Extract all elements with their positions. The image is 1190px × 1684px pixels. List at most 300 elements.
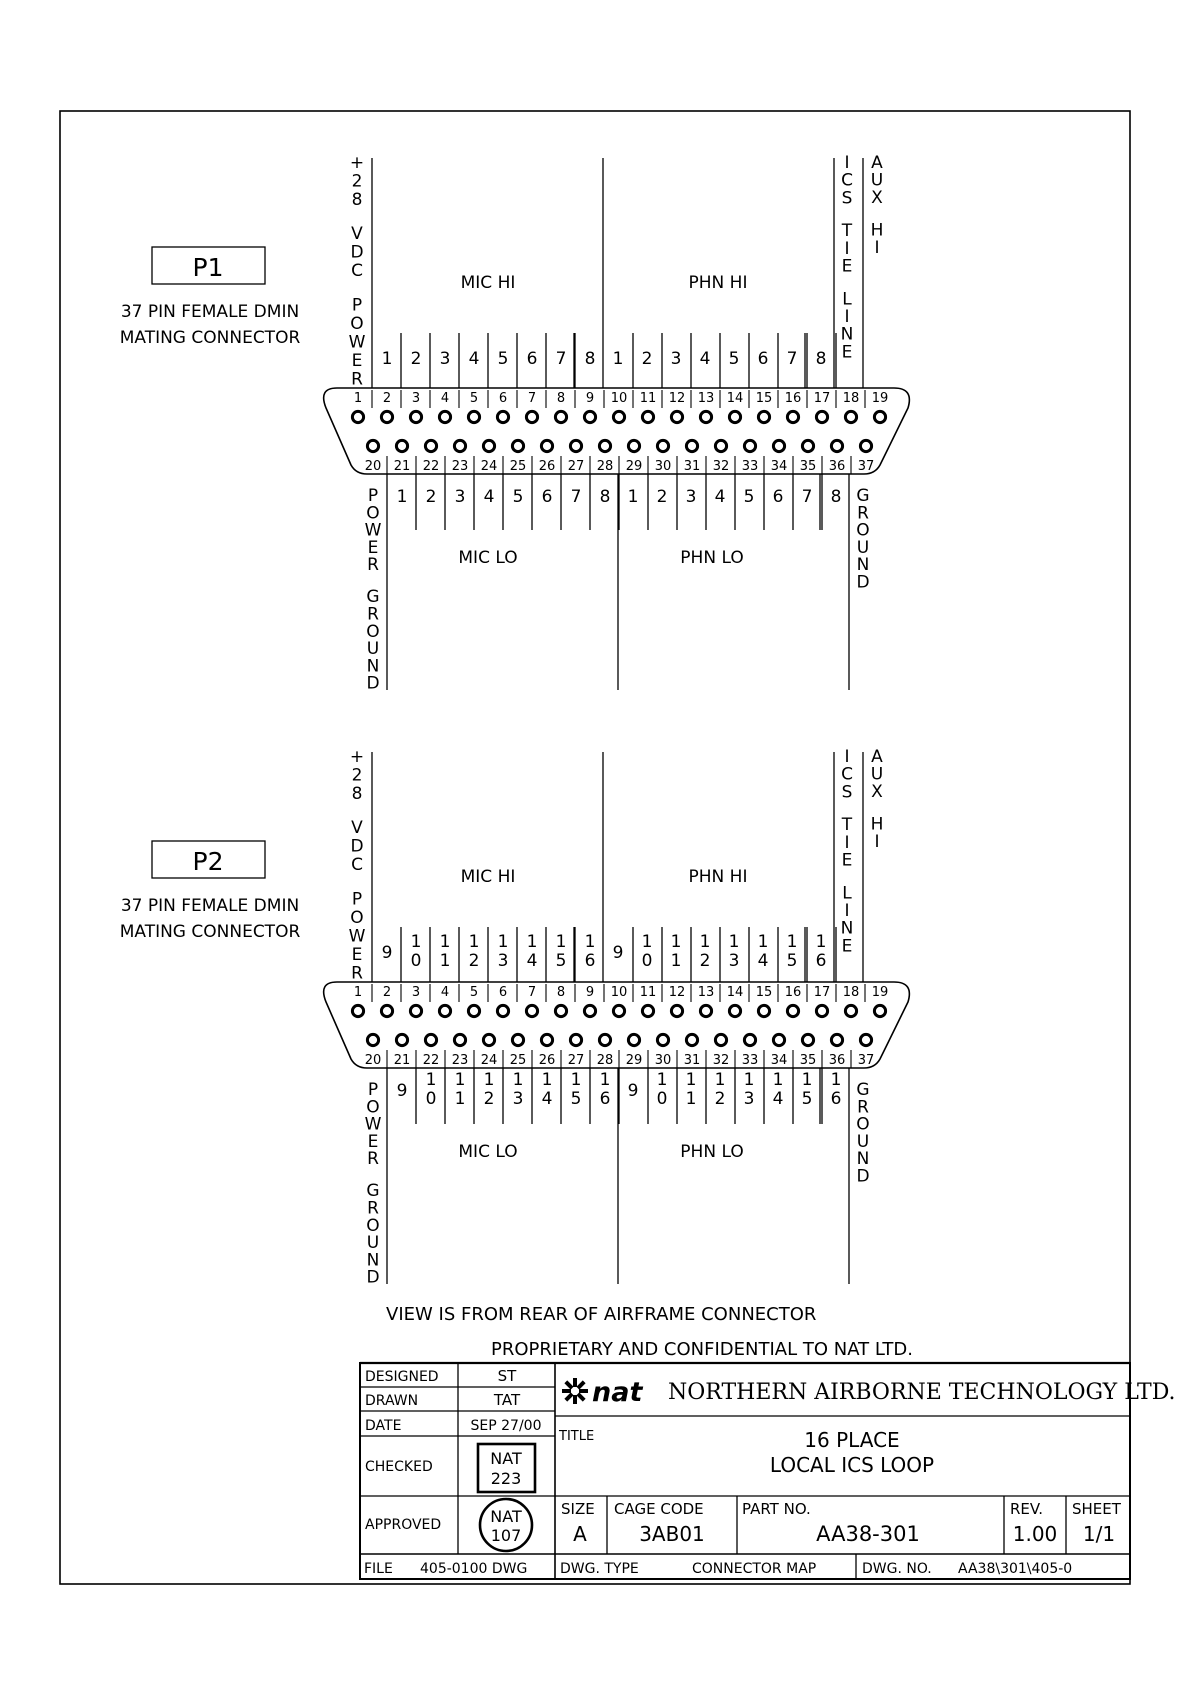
drawn-value: TAT <box>493 1391 521 1409</box>
pin-hole <box>715 440 726 451</box>
phn-lo-channel-3-digit: 3 <box>685 487 697 507</box>
pin-number: 24 <box>480 1053 498 1068</box>
mic-hi-label: MIC HI <box>460 273 516 293</box>
pin-hole <box>671 411 682 422</box>
mic-lo-channel-6-digit: 6 <box>541 487 553 507</box>
pin-number: 35 <box>799 459 817 474</box>
mic-lo-channel-2-digit: 2 <box>425 487 437 507</box>
pin-hole <box>483 440 494 451</box>
pin-hole <box>816 411 827 422</box>
phn-hi-channel-16 <box>816 932 827 971</box>
pin-number: 37 <box>857 1053 875 1068</box>
aux-hi-label-char: H <box>870 220 884 241</box>
size-value: A <box>573 1522 587 1546</box>
mic-lo-channel-16-digit: 6 <box>599 1089 611 1109</box>
title-block <box>360 1363 1176 1579</box>
mic-hi-channel-11-digit: 1 <box>439 932 451 952</box>
pin-hole <box>439 1005 450 1016</box>
pin-hole <box>642 411 653 422</box>
pin-hole <box>599 1034 610 1045</box>
ics-tie-line-label-char: L <box>842 883 852 904</box>
mic-hi-channel-9-digit: 9 <box>381 943 393 963</box>
dwg-type-label: DWG. TYPE <box>560 1561 639 1577</box>
mic-lo-channel-15 <box>571 1070 582 1109</box>
file-label: FILE <box>364 1561 393 1577</box>
ics-tie-line-label-char: E <box>841 342 853 363</box>
checked-stamp-line1: NAT <box>490 1449 522 1468</box>
pin-hole <box>352 411 363 422</box>
phn-hi-channel-7 <box>787 349 798 369</box>
ics-tie-line-label-char: T <box>841 221 853 242</box>
nat-logo-text: nat <box>592 1377 643 1408</box>
aux-hi-label-char: U <box>870 170 884 191</box>
mic-lo-channel-15-digit: 1 <box>570 1070 582 1090</box>
pin-hole <box>555 1005 566 1016</box>
mic-hi-label: MIC HI <box>460 867 516 887</box>
sheet-value: 1/1 <box>1082 1522 1116 1546</box>
vdc-power-label-char: P <box>351 295 363 316</box>
phn-hi-channel-11-digit: 1 <box>670 932 682 952</box>
mic-hi-channel-6 <box>527 349 538 369</box>
pin-hole <box>454 1034 465 1045</box>
pin-hole <box>700 1005 711 1016</box>
pin-number: 11 <box>639 391 657 406</box>
power-ground-label-char: D <box>366 1267 380 1288</box>
pin-number: 5 <box>469 391 479 406</box>
approved-stamp-line2: 107 <box>490 1526 522 1545</box>
phn-lo-channel-6 <box>773 487 784 507</box>
phn-lo-channel-14-digit: 1 <box>772 1070 784 1090</box>
phn-lo-channel-11 <box>686 1070 697 1109</box>
pin-hole <box>802 440 813 451</box>
phn-lo-channel-11-digit: 1 <box>685 1070 697 1090</box>
pin-hole <box>773 1034 784 1045</box>
pin-number: 26 <box>538 459 556 474</box>
phn-lo-channel-1 <box>628 487 639 507</box>
mic-lo-channel-8-digit: 8 <box>599 487 611 507</box>
phn-lo-channel-10-digit: 1 <box>656 1070 668 1090</box>
pin-hole <box>744 440 755 451</box>
pin-number: 26 <box>538 1053 556 1068</box>
ground-label-char: O <box>856 520 870 541</box>
phn-lo-channel-14 <box>773 1070 784 1109</box>
pin-hole <box>352 1005 363 1016</box>
pin-hole <box>671 1005 682 1016</box>
pin-hole <box>439 411 450 422</box>
mic-lo-label: MIC LO <box>458 1142 518 1162</box>
mic-lo-channel-9 <box>397 1081 408 1101</box>
mic-hi-channel-5 <box>498 349 509 369</box>
pin-number: 14 <box>726 985 744 1000</box>
mic-hi-channel-14-digit: 4 <box>526 951 538 971</box>
pin-hole <box>802 1034 813 1045</box>
mic-lo-channel-16 <box>600 1070 611 1109</box>
aux-hi-label-char: X <box>871 782 883 802</box>
vdc-power-label-char: O <box>350 907 364 928</box>
connector-p1 <box>120 153 910 694</box>
pin-number: 33 <box>741 459 759 474</box>
power-ground-label-char: W <box>364 520 382 541</box>
vdc-power-label-char: 2 <box>351 765 363 786</box>
aux-hi-label <box>871 153 884 258</box>
pin-number: 7 <box>527 985 537 1000</box>
phn-hi-channel-9-digit: 9 <box>612 943 624 963</box>
pin-hole <box>468 1005 479 1016</box>
pin-number: 20 <box>364 459 382 474</box>
vdc-power-label-char: C <box>351 855 363 876</box>
pin-number: 32 <box>712 459 730 474</box>
pin-number: 27 <box>567 1053 585 1068</box>
pin-number: 8 <box>556 985 566 1000</box>
pin-hole <box>686 440 697 451</box>
phn-hi-channel-11 <box>671 932 682 971</box>
connector-desc-line1: 37 PIN FEMALE DMIN <box>120 302 300 322</box>
phn-hi-channel-15 <box>787 932 798 971</box>
phn-hi-channel-7-digit: 7 <box>786 349 798 369</box>
aux-hi-label-char: X <box>871 188 883 208</box>
pin-number: 28 <box>596 459 614 474</box>
mic-hi-channel-7-digit: 7 <box>555 349 567 369</box>
pin-number: 11 <box>639 985 657 1000</box>
mic-hi-channel-13-digit: 3 <box>497 951 509 971</box>
star-ray <box>578 1394 584 1400</box>
power-ground-label-char: R <box>367 604 379 625</box>
vdc-power-label-char: + <box>349 153 365 173</box>
pin-number: 28 <box>596 1053 614 1068</box>
mic-lo-channel-11-digit: 1 <box>454 1070 466 1090</box>
mic-lo-channel-16-digit: 1 <box>599 1070 611 1090</box>
pin-hole <box>860 440 871 451</box>
pin-hole <box>729 411 740 422</box>
phn-hi-channel-6-digit: 6 <box>757 349 769 369</box>
vdc-power-label-char: D <box>350 836 364 857</box>
pin-hole <box>526 411 537 422</box>
pin-hole <box>831 440 842 451</box>
mic-lo-channel-14-digit: 4 <box>541 1089 553 1109</box>
pin-number: 13 <box>697 985 715 1000</box>
phn-hi-channel-2 <box>642 349 653 369</box>
pin-number: 12 <box>668 391 686 406</box>
phn-lo-channel-12-digit: 2 <box>714 1089 726 1109</box>
power-ground-label-char: R <box>367 1149 379 1170</box>
phn-hi-channel-10-digit: 0 <box>641 951 653 971</box>
part-no-label: PART NO. <box>742 1500 811 1518</box>
pin-hole <box>541 440 552 451</box>
aux-hi-label-char: H <box>870 814 884 835</box>
pin-hole <box>845 1005 856 1016</box>
mic-hi-channel-15-digit: 5 <box>555 951 567 971</box>
ground-label-char: N <box>856 555 870 576</box>
ics-tie-line-label-char: S <box>841 188 853 209</box>
connector-label: P1 <box>192 253 224 282</box>
ics-tie-line-label-char: I <box>844 747 850 767</box>
pin-hole <box>642 1005 653 1016</box>
pin-number: 6 <box>498 985 508 1000</box>
pin-number: 25 <box>509 1053 527 1068</box>
date-value: SEP 27/00 <box>470 1418 542 1434</box>
pin-number: 3 <box>411 985 421 1000</box>
aux-hi-label-char: U <box>870 764 884 785</box>
mic-lo-channel-7-digit: 7 <box>570 487 582 507</box>
phn-hi-channel-3-digit: 3 <box>670 349 682 369</box>
mic-hi-channel-16-digit: 1 <box>584 932 596 952</box>
mic-lo-channel-10 <box>426 1070 437 1109</box>
pin-hole <box>874 411 885 422</box>
pin-hole <box>700 411 711 422</box>
pin-number: 34 <box>770 459 788 474</box>
vdc-power-label-char: 2 <box>351 171 363 192</box>
phn-hi-channel-14-digit: 4 <box>757 951 769 971</box>
aux-hi-label-char: A <box>871 153 883 173</box>
mic-lo-label: MIC LO <box>458 548 518 568</box>
phn-lo-channel-16 <box>831 1070 842 1109</box>
ics-tie-line-label <box>841 153 854 362</box>
mic-hi-channel-11 <box>440 932 451 971</box>
pin-hole <box>584 1005 595 1016</box>
pin-number: 33 <box>741 1053 759 1068</box>
pin-number: 10 <box>610 391 628 406</box>
pin-number: 31 <box>683 459 701 474</box>
mic-hi-channel-15 <box>556 932 567 971</box>
power-ground-label-char: O <box>366 621 380 642</box>
vdc-power-label-char: V <box>351 224 363 245</box>
title-line2: LOCAL ICS LOOP <box>769 1453 935 1477</box>
pin-number: 22 <box>422 459 440 474</box>
pin-number: 16 <box>784 391 802 406</box>
vdc-power-label-char: 8 <box>351 190 363 210</box>
mic-hi-channel-8-digit: 8 <box>584 349 596 369</box>
ics-tie-line-label-char: T <box>841 815 853 836</box>
mic-hi-channel-13 <box>498 932 509 971</box>
aux-hi-label-char: I <box>874 237 880 258</box>
vdc-power-label <box>349 747 366 983</box>
power-ground-label <box>365 1080 382 1288</box>
mic-lo-channel-12-digit: 1 <box>483 1070 495 1090</box>
pin-number: 18 <box>842 985 860 1000</box>
pin-hole <box>628 440 639 451</box>
ground-label-char: U <box>856 1131 870 1152</box>
phn-lo-channel-12-digit: 1 <box>714 1070 726 1090</box>
ics-tie-line-label-char: E <box>841 850 853 871</box>
pin-number: 17 <box>813 985 831 1000</box>
pin-hole <box>570 1034 581 1045</box>
pin-number: 32 <box>712 1053 730 1068</box>
power-ground-label-char: N <box>366 656 380 677</box>
pin-number: 15 <box>755 391 773 406</box>
pin-number: 18 <box>842 391 860 406</box>
mic-hi-channel-15-digit: 1 <box>555 932 567 952</box>
pin-number: 29 <box>625 1053 643 1068</box>
mic-lo-channel-2 <box>426 487 437 507</box>
power-ground-label-char: R <box>367 1198 379 1219</box>
mic-hi-channel-13-digit: 1 <box>497 932 509 952</box>
pin-number: 25 <box>509 459 527 474</box>
pin-number: 21 <box>393 1053 411 1068</box>
mic-lo-channel-6 <box>542 487 553 507</box>
pin-number: 5 <box>469 985 479 1000</box>
ground-label <box>856 1080 869 1187</box>
mic-lo-channel-5-digit: 5 <box>512 487 524 507</box>
title-line1: 16 PLACE <box>804 1428 900 1452</box>
phn-hi-channel-14 <box>758 932 769 971</box>
phn-lo-channel-16-digit: 1 <box>830 1070 842 1090</box>
phn-lo-label: PHN LO <box>680 1142 744 1162</box>
mic-lo-channel-10-digit: 1 <box>425 1070 437 1090</box>
mic-lo-channel-14 <box>542 1070 553 1109</box>
phn-hi-channel-16-digit: 6 <box>815 951 827 971</box>
vdc-power-label-char: 8 <box>351 784 363 804</box>
mic-hi-channel-12-digit: 1 <box>468 932 480 952</box>
pin-number: 1 <box>353 391 363 406</box>
pin-hole <box>541 1034 552 1045</box>
ics-tie-line-label-char: I <box>844 900 850 921</box>
size-label: SIZE <box>561 1500 595 1518</box>
pin-number: 21 <box>393 459 411 474</box>
pin-hole <box>367 1034 378 1045</box>
pin-hole <box>613 411 624 422</box>
power-ground-label-char: O <box>366 503 380 524</box>
pin-number: 30 <box>654 1053 672 1068</box>
mic-lo-channel-13 <box>513 1070 524 1109</box>
pin-hole <box>468 411 479 422</box>
power-ground-label-char: E <box>367 537 379 558</box>
pin-number: 19 <box>871 391 889 406</box>
phn-hi-label: PHN HI <box>688 867 748 887</box>
phn-hi-channel-5-digit: 5 <box>728 349 740 369</box>
nat-star-icon <box>562 1378 588 1404</box>
ground-label-char: D <box>856 1166 870 1187</box>
vdc-power-label-char: C <box>351 261 363 282</box>
mic-hi-channel-5-digit: 5 <box>497 349 509 369</box>
pin-number: 4 <box>440 391 450 406</box>
pin-number: 15 <box>755 985 773 1000</box>
ics-tie-line-label <box>841 747 854 956</box>
mic-lo-channel-10-digit: 0 <box>425 1089 437 1109</box>
power-ground-label-char: U <box>366 1233 380 1254</box>
pin-hole <box>584 411 595 422</box>
phn-lo-channel-8 <box>831 487 842 507</box>
ics-tie-line-label-char: I <box>844 306 850 327</box>
pin-number: 2 <box>382 391 392 406</box>
pin-number: 13 <box>697 391 715 406</box>
vdc-power-label-char: R <box>351 369 363 390</box>
mic-hi-channel-14 <box>527 932 538 971</box>
phn-lo-channel-13-digit: 3 <box>743 1089 755 1109</box>
ground-label-char: D <box>856 572 870 593</box>
pin-hole <box>874 1005 885 1016</box>
ground-label-char: U <box>856 537 870 558</box>
power-ground-label-char: G <box>366 1181 380 1202</box>
checked-label: CHECKED <box>365 1459 433 1475</box>
ground-label <box>856 486 869 593</box>
ics-tie-line-label-char: I <box>844 832 850 853</box>
phn-lo-channel-7 <box>802 487 813 507</box>
mic-hi-channel-1 <box>382 349 393 369</box>
rev-label: REV. <box>1010 1500 1043 1518</box>
phn-lo-channel-16-digit: 6 <box>830 1089 842 1109</box>
phn-hi-channel-4 <box>700 349 711 369</box>
mic-hi-channel-10-digit: 1 <box>410 932 422 952</box>
ics-tie-line-label-char: S <box>841 782 853 803</box>
phn-lo-channel-4-digit: 4 <box>714 487 726 507</box>
pin-hole <box>816 1005 827 1016</box>
part-no-value: AA38-301 <box>816 1522 920 1546</box>
phn-hi-channel-6 <box>758 349 769 369</box>
power-ground-label-char: O <box>366 1097 380 1118</box>
phn-hi-channel-12-digit: 2 <box>699 951 711 971</box>
ics-tie-line-label-char: E <box>841 256 853 277</box>
vdc-power-label-char: V <box>351 818 363 839</box>
phn-lo-channel-14-digit: 4 <box>772 1089 784 1109</box>
phn-hi-channel-13-digit: 1 <box>728 932 740 952</box>
title-label: TITLE <box>559 1429 595 1444</box>
phn-hi-channel-13-digit: 3 <box>728 951 740 971</box>
mic-hi-channel-8 <box>585 349 596 369</box>
vdc-power-label-char: P <box>351 889 363 910</box>
mic-hi-channel-14-digit: 1 <box>526 932 538 952</box>
mic-hi-channel-2-digit: 2 <box>410 349 422 369</box>
pin-hole <box>425 440 436 451</box>
aux-hi-label-char: I <box>874 831 880 852</box>
pin-hole <box>367 440 378 451</box>
mic-lo-channel-7 <box>571 487 582 507</box>
mic-lo-channel-12-digit: 2 <box>483 1089 495 1109</box>
pin-hole <box>831 1034 842 1045</box>
mic-lo-channel-1-digit: 1 <box>396 487 408 507</box>
ics-tie-line-label-char: I <box>844 238 850 259</box>
pin-hole <box>657 1034 668 1045</box>
phn-hi-channel-9 <box>613 943 624 963</box>
mic-lo-channel-12 <box>484 1070 495 1109</box>
mic-lo-channel-14-digit: 1 <box>541 1070 553 1090</box>
ics-tie-line-label-char: N <box>840 918 854 939</box>
view-note: VIEW IS FROM REAR OF AIRFRAME CONNECTOR <box>386 1304 817 1325</box>
pin-hole <box>773 440 784 451</box>
mic-lo-channel-5 <box>513 487 524 507</box>
connector-label: P2 <box>192 847 224 876</box>
pin-number: 30 <box>654 459 672 474</box>
dwg-type-value: CONNECTOR MAP <box>692 1561 817 1577</box>
power-ground-label-char: N <box>366 1250 380 1271</box>
phn-lo-channel-10-digit: 0 <box>656 1089 668 1109</box>
mic-lo-channel-13-digit: 3 <box>512 1089 524 1109</box>
approved-stamp-line1: NAT <box>490 1507 522 1526</box>
pin-number: 1 <box>353 985 363 1000</box>
ics-tie-line-label-char: I <box>844 153 850 173</box>
mic-hi-channel-10-digit: 0 <box>410 951 422 971</box>
mic-hi-channel-1-digit: 1 <box>381 349 393 369</box>
phn-hi-channel-2-digit: 2 <box>641 349 653 369</box>
connector-desc-line1: 37 PIN FEMALE DMIN <box>120 896 300 916</box>
star-ray <box>566 1382 572 1388</box>
mic-hi-channel-11-digit: 1 <box>439 951 451 971</box>
pin-number: 10 <box>610 985 628 1000</box>
phn-hi-channel-11-digit: 1 <box>670 951 682 971</box>
ics-tie-line-label-char: L <box>842 289 852 310</box>
pin-hole <box>396 440 407 451</box>
proprietary-note: PROPRIETARY AND CONFIDENTIAL TO NAT LTD. <box>491 1339 913 1360</box>
pin-hole <box>657 440 668 451</box>
phn-hi-channel-12 <box>700 932 711 971</box>
ground-label-char: G <box>856 1080 870 1100</box>
mic-lo-channel-8 <box>600 487 611 507</box>
vdc-power-label-char: E <box>351 944 363 965</box>
mic-hi-channel-12 <box>469 932 480 971</box>
phn-hi-channel-13 <box>729 932 740 971</box>
pin-number: 7 <box>527 391 537 406</box>
pin-hole <box>758 411 769 422</box>
power-ground-label-char: E <box>367 1131 379 1152</box>
